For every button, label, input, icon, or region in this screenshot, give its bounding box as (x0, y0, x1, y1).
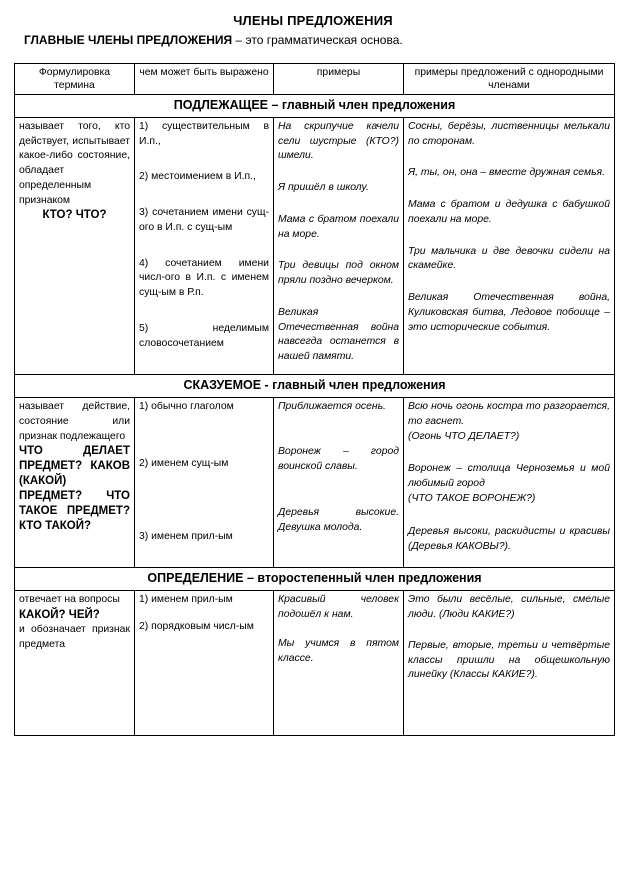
predicate-means-item: 3) именем прил-ым (139, 530, 233, 542)
subject-homogeneous-example: Сосны, берёзы, лиственницы мелькали по сторонам. (408, 120, 610, 147)
subject-means-item: 4) сочетанием имени числ-ого в И.п. с именем сущ-ым в Р.п. (139, 257, 269, 299)
predicate-homogeneous-example: Воронеж – столица Черноземья и мой любимый город (408, 463, 610, 490)
attribute-means-item: 2) порядковым числ-ым (139, 620, 254, 632)
predicate-example: Воронеж – город воинской славы. (278, 445, 399, 472)
subject-term-cell (15, 117, 135, 375)
subject-example: На скрипучие качели сели шустрые (КТО?) шмели. (278, 120, 399, 162)
attribute-example: Красивый человек подошёл к нам. (278, 594, 399, 620)
attribute-examples-cell (274, 591, 404, 736)
header-examples: примеры (274, 64, 404, 95)
predicate-means-item: 2) именем сущ-ым (139, 457, 229, 469)
attribute-homogeneous-example: Первые, вторые, третьи и четвёртые классы пришли на общешкольную линейку (Классы КАКИЕ?). (408, 639, 610, 681)
grammar-table (14, 63, 615, 736)
predicate-means-cell (135, 398, 274, 568)
header-homogeneous: примеры предложений с однородными членами (404, 64, 615, 95)
subject-row (15, 117, 615, 375)
subject-section-header (15, 95, 615, 118)
subject-examples-cell (274, 117, 404, 375)
subject-means-item: 5) неделимым словосочетанием (139, 322, 269, 349)
subject-homogeneous-example: Великая Отечественная война, Куликовская битва, Ледовое побоище – это исторические события. (408, 292, 610, 333)
predicate-example: Деревья высокие. Девушка молода. (278, 507, 399, 534)
predicate-homogeneous-example: Деревья высоки, раскидисты и красивы (Деревья КАКОВЫ?). (408, 525, 610, 552)
subject-homogeneous-cell (404, 117, 615, 375)
attribute-homogeneous-cell (404, 591, 615, 736)
subject-means-item: 2) местоимением в И.п., (139, 171, 256, 183)
subtitle-rest: – это грамматическая основа. (232, 33, 403, 47)
subject-homogeneous-example: Три мальчика и две девочки сидели на скамейке. (408, 245, 610, 272)
attribute-row (15, 591, 615, 736)
attribute-term-cell (15, 591, 135, 736)
subject-question: КТО? ЧТО? (42, 209, 107, 222)
predicate-section-header (15, 375, 615, 398)
attribute-section-title: ОПРЕДЕЛЕНИЕ – второстепенный член предложения (15, 568, 615, 591)
predicate-homogeneous-note: (ЧТО ТАКОЕ ВОРОНЕЖ?) (408, 492, 536, 504)
subject-homogeneous-example: Я, ты, он, она – вместе дружная семья. (408, 167, 605, 179)
subject-example: Три девицы под окном пряли поздно вечерком. (278, 260, 399, 287)
predicate-homogeneous-note: (Огонь ЧТО ДЕЛАЕТ?) (408, 430, 520, 442)
document-subtitle (24, 33, 403, 47)
attribute-section-header (15, 568, 615, 591)
subject-means-item: 1) существительным в И.п., (139, 120, 269, 147)
attribute-example: Мы учимся в пятом классе. (278, 637, 399, 664)
predicate-example: Приближается осень. (278, 401, 386, 413)
document-title: ЧЛЕНЫ ПРЕДЛОЖЕНИЯ (233, 13, 393, 28)
subject-definition: называет того, кто действует, испытывает какое-либо состояние, обладает определенным признаком (19, 120, 130, 206)
predicate-examples-cell (274, 398, 404, 568)
attribute-means-cell (135, 591, 274, 736)
subject-example: Великая Отечественная война навсегда останется в нашей памяти. (278, 306, 399, 363)
header-row (15, 64, 615, 95)
header-means: чем может быть выражено (135, 64, 274, 95)
attribute-definition: и обозначает признак предмета (19, 623, 130, 650)
subject-means-cell (135, 117, 274, 375)
header-term: Формулировка термина (15, 64, 135, 95)
subject-section-title: ПОДЛЕЖАЩЕЕ – главный член предложения (15, 95, 615, 118)
predicate-homogeneous-cell (404, 398, 615, 568)
subject-example: Я пришёл в школу. (278, 182, 369, 194)
subject-homogeneous-example: Мама с братом и дедушка с бабушкой поехали на море. (408, 199, 610, 225)
predicate-definition: называет действие, состояние или признак подлежащего (19, 401, 130, 442)
predicate-row (15, 398, 615, 568)
predicate-homogeneous-example: Всю ночь огонь костра то разгорается, то гаснет. (408, 401, 610, 427)
predicate-term-cell (15, 398, 135, 568)
subtitle-bold: ГЛАВНЫЕ ЧЛЕНЫ ПРЕДЛОЖЕНИЯ (24, 33, 233, 47)
attribute-means-item: 1) именем прил-ым (139, 594, 233, 606)
subject-means-item: 3) сочетанием имени сущ-ого в И.п. с сущ-ым (139, 207, 269, 233)
subject-example: Мама с братом поехали на море. (278, 213, 399, 240)
predicate-means-item: 1) обычно глаголом (139, 401, 234, 413)
attribute-questions: КАКОЙ? ЧЕЙ? (19, 608, 100, 621)
predicate-questions: ЧТО ДЕЛАЕТ ПРЕДМЕТ? КАКОВ (КАКОЙ) ПРЕДМЕТ? ЧТО ТАКОЕ ПРЕДМЕТ? КТО ТАКОЙ? (19, 445, 130, 533)
predicate-section-title: СКАЗУЕМОЕ - главный член предложения (15, 375, 615, 398)
attribute-homogeneous-example: Это были весёлые, сильные, смелые люди. (Люди КАКИЕ?) (408, 594, 610, 620)
attribute-definition: отвечает на вопросы (19, 594, 120, 606)
